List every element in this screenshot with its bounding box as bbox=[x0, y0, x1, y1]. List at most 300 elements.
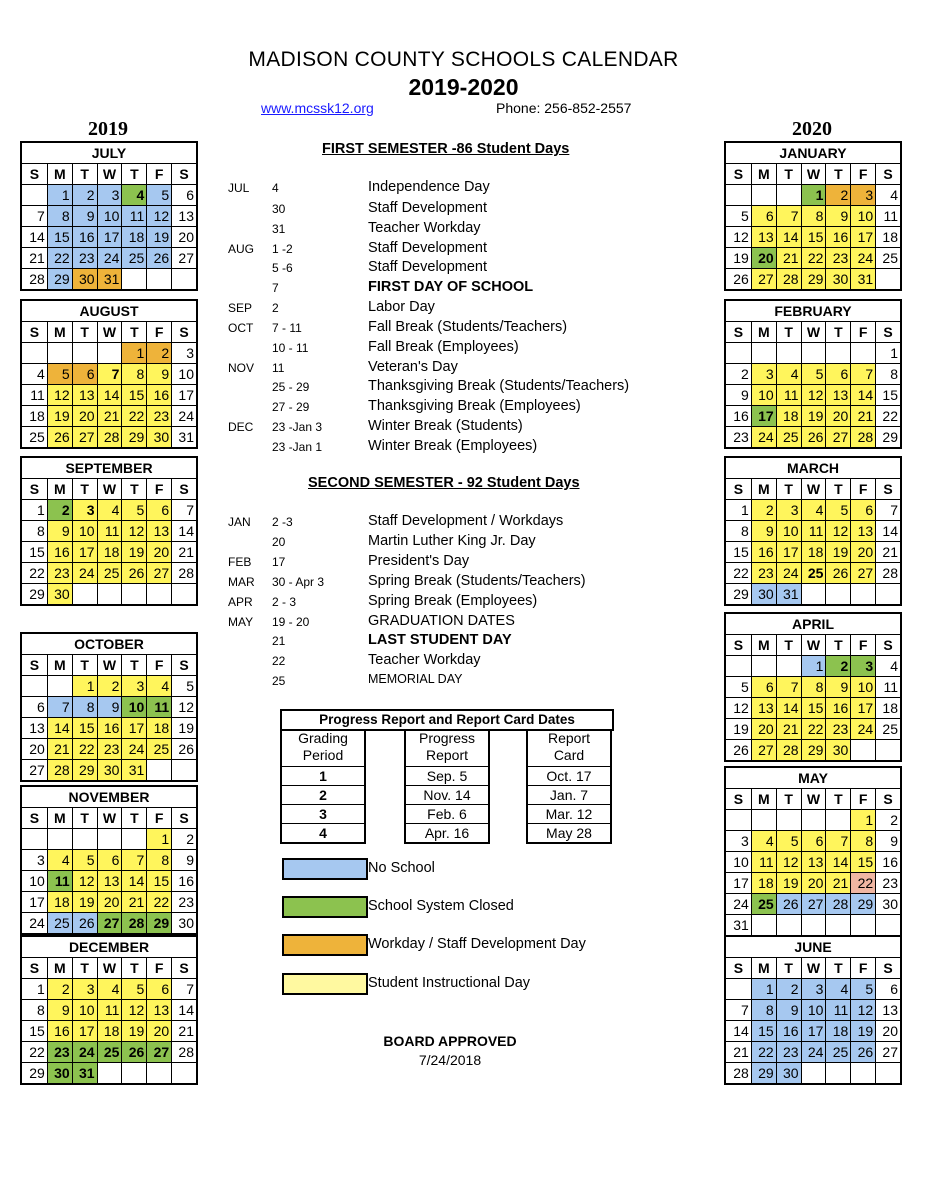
day-cell: 26 bbox=[733, 742, 749, 758]
day-cell: 23 bbox=[776, 1042, 801, 1062]
empty-day-cell bbox=[97, 829, 122, 849]
weekday-label: F bbox=[146, 322, 171, 342]
day-cell: 16 bbox=[825, 698, 850, 718]
event-row bbox=[228, 240, 608, 258]
day-cell: 15 bbox=[801, 227, 826, 247]
empty-day-cell bbox=[850, 740, 875, 760]
event-description: Labor Day bbox=[368, 299, 435, 315]
event-description: Spring Break (Employees) bbox=[368, 593, 538, 609]
weekday-header-row bbox=[726, 958, 900, 978]
day-cell: 14 bbox=[776, 227, 801, 247]
day-cell: 28 bbox=[776, 269, 801, 289]
day-cell: 6 bbox=[825, 364, 850, 384]
event-month: NOV bbox=[228, 361, 255, 375]
day-cell: 5 bbox=[825, 500, 850, 520]
day-cell: 4 bbox=[47, 850, 72, 870]
week-row bbox=[22, 363, 196, 384]
day-cell: 21 bbox=[97, 406, 122, 426]
day-cell: 21 bbox=[171, 1021, 196, 1041]
day-cell: 12 bbox=[146, 206, 171, 226]
day-cell: 24 bbox=[850, 248, 875, 268]
empty-day-cell bbox=[121, 584, 146, 604]
week-row bbox=[22, 541, 196, 562]
day-cell: 8 bbox=[121, 364, 146, 384]
day-cell: 28 bbox=[171, 563, 196, 583]
day-cell: 5 bbox=[850, 979, 875, 999]
event-description: Staff Development bbox=[368, 240, 488, 256]
day-cell: 6 bbox=[37, 699, 45, 715]
website-link[interactable]: www.mcssk12.org bbox=[261, 100, 374, 116]
day-cell: 22 bbox=[733, 565, 749, 581]
empty-day-cell bbox=[875, 584, 900, 604]
day-cell: 25 bbox=[801, 563, 826, 583]
day-cell: 2 bbox=[825, 656, 850, 676]
week-row bbox=[726, 247, 900, 268]
day-cell: 31 bbox=[776, 584, 801, 604]
day-cell: 10 bbox=[72, 1000, 97, 1020]
day-cell: 21 bbox=[733, 1044, 749, 1060]
day-cell: 28 bbox=[776, 740, 801, 760]
legend-label: School System Closed bbox=[368, 898, 514, 914]
day-cell: 10 bbox=[733, 854, 749, 870]
weekday-label: M bbox=[751, 789, 776, 809]
report-card-column bbox=[526, 729, 612, 844]
day-cell: 20 bbox=[146, 542, 171, 562]
event-month: DEC bbox=[228, 420, 254, 434]
day-cell: 17 bbox=[776, 542, 801, 562]
day-cell: 27 bbox=[801, 894, 826, 914]
day-cell: 12 bbox=[850, 1000, 875, 1020]
event-row bbox=[228, 339, 608, 357]
week-row bbox=[726, 184, 900, 205]
day-cell: 11 bbox=[751, 852, 776, 872]
weekday-label: S bbox=[171, 958, 196, 978]
event-description: Thanksgiving Break (Employees) bbox=[368, 398, 581, 414]
day-cell: 1 bbox=[47, 185, 72, 205]
month-calendar-september bbox=[20, 456, 198, 606]
weekday-label: F bbox=[146, 164, 171, 184]
day-cell: 13 bbox=[850, 521, 875, 541]
week-row bbox=[726, 405, 900, 426]
day-cell: 7 bbox=[776, 677, 801, 697]
day-cell: 9 bbox=[825, 677, 850, 697]
event-date: 17 bbox=[272, 555, 286, 569]
day-cell: 18 bbox=[751, 873, 776, 893]
week-row bbox=[726, 1041, 900, 1062]
month-calendar-june bbox=[724, 935, 902, 1085]
day-cell: 23 bbox=[72, 248, 97, 268]
day-cell: 6 bbox=[72, 364, 97, 384]
weekday-label: W bbox=[97, 655, 122, 675]
event-description: Staff Development bbox=[368, 259, 488, 275]
day-cell: 10 bbox=[801, 1000, 826, 1020]
weekday-label: T bbox=[825, 958, 850, 978]
week-row bbox=[22, 870, 196, 891]
day-cell: 12 bbox=[733, 700, 749, 716]
weekday-label: T bbox=[121, 164, 146, 184]
weekday-label: S bbox=[875, 322, 900, 342]
day-cell: 4 bbox=[751, 831, 776, 851]
week-row bbox=[22, 1041, 196, 1062]
day-cell: 11 bbox=[97, 1000, 122, 1020]
day-cell: 13 bbox=[751, 698, 776, 718]
weekday-label: F bbox=[850, 479, 875, 499]
day-cell: 10 bbox=[72, 521, 97, 541]
week-row bbox=[22, 759, 196, 780]
day-cell: 21 bbox=[121, 892, 146, 912]
week-row bbox=[726, 583, 900, 604]
day-cell: 5 bbox=[741, 208, 749, 224]
empty-day-cell bbox=[875, 269, 900, 289]
empty-day-cell bbox=[801, 915, 826, 935]
day-cell: 4 bbox=[146, 676, 171, 696]
weekday-header-row bbox=[22, 322, 196, 342]
day-cell: 16 bbox=[751, 542, 776, 562]
day-cell: 31 bbox=[72, 1063, 97, 1083]
day-cell: 20 bbox=[29, 741, 45, 757]
month-calendar-august bbox=[20, 299, 198, 449]
day-cell: 25 bbox=[751, 894, 776, 914]
day-cell: 10 bbox=[776, 521, 801, 541]
empty-day-cell bbox=[801, 810, 826, 830]
day-cell: 4 bbox=[875, 656, 900, 676]
event-date: 31 bbox=[272, 222, 286, 236]
day-cell: 27 bbox=[72, 427, 97, 447]
week-row bbox=[726, 426, 900, 447]
empty-day-cell bbox=[22, 343, 47, 363]
day-cell: 25 bbox=[97, 563, 122, 583]
week-row bbox=[22, 849, 196, 870]
day-cell: 25 bbox=[47, 913, 72, 933]
day-cell: 24 bbox=[72, 563, 97, 583]
day-cell: 14 bbox=[47, 718, 72, 738]
day-cell: 19 bbox=[733, 250, 749, 266]
day-cell: 9 bbox=[97, 697, 122, 717]
day-cell: 9 bbox=[751, 521, 776, 541]
week-row bbox=[726, 999, 900, 1020]
day-cell: 17 bbox=[751, 406, 776, 426]
day-cell: 19 bbox=[121, 542, 146, 562]
day-cell: 6 bbox=[875, 979, 900, 999]
day-cell: 7 bbox=[47, 697, 72, 717]
week-row bbox=[726, 830, 900, 851]
day-cell: 8 bbox=[146, 850, 171, 870]
day-cell: 6 bbox=[97, 850, 122, 870]
week-row bbox=[22, 184, 196, 205]
event-month: OCT bbox=[228, 321, 254, 335]
month-name: APRIL bbox=[726, 614, 900, 635]
event-date: 30 bbox=[272, 202, 286, 216]
day-cell: 24 bbox=[72, 1042, 97, 1062]
day-cell: 7 bbox=[825, 831, 850, 851]
day-cell: 6 bbox=[146, 979, 171, 999]
day-cell: 31 bbox=[97, 269, 122, 289]
day-cell: 5 bbox=[801, 364, 826, 384]
day-cell: 9 bbox=[741, 387, 749, 403]
progress-report-cell: Sep. 5 bbox=[426, 768, 468, 784]
weekday-label: M bbox=[47, 479, 72, 499]
weekday-label: M bbox=[47, 958, 72, 978]
day-cell: 3 bbox=[97, 185, 122, 205]
month-name: OCTOBER bbox=[22, 634, 196, 655]
day-cell: 13 bbox=[171, 206, 196, 226]
weekday-header-row bbox=[726, 789, 900, 809]
event-description: MEMORIAL DAY bbox=[368, 672, 463, 686]
day-cell: 19 bbox=[801, 406, 826, 426]
event-month: AUG bbox=[228, 242, 255, 256]
event-date: 25 - 29 bbox=[272, 380, 310, 394]
weekday-label: S bbox=[29, 166, 40, 182]
weekday-label: T bbox=[72, 164, 97, 184]
day-cell: 20 bbox=[751, 719, 776, 739]
weekday-label: T bbox=[72, 808, 97, 828]
day-cell: 15 bbox=[875, 385, 900, 405]
day-cell: 28 bbox=[733, 1065, 749, 1081]
week-row bbox=[22, 226, 196, 247]
week-row bbox=[726, 718, 900, 739]
day-cell: 10 bbox=[121, 697, 146, 717]
week-row bbox=[22, 891, 196, 912]
day-cell: 12 bbox=[72, 871, 97, 891]
day-cell: 29 bbox=[801, 269, 826, 289]
week-row bbox=[22, 583, 196, 604]
day-cell: 4 bbox=[801, 500, 826, 520]
day-cell: 30 bbox=[776, 1063, 801, 1083]
event-description: President's Day bbox=[368, 553, 470, 569]
week-row bbox=[22, 247, 196, 268]
day-cell: 18 bbox=[97, 542, 122, 562]
day-cell: 9 bbox=[47, 1000, 72, 1020]
event-description: FIRST DAY OF SCHOOL bbox=[368, 279, 534, 295]
weekday-label: F bbox=[146, 808, 171, 828]
empty-day-cell bbox=[825, 1063, 850, 1083]
day-cell: 26 bbox=[733, 271, 749, 287]
grading-period-cell: 3 bbox=[282, 804, 364, 823]
day-cell: 16 bbox=[171, 871, 196, 891]
weekday-label: T bbox=[825, 789, 850, 809]
day-cell: 2 bbox=[751, 500, 776, 520]
event-date: 23 -Jan 3 bbox=[272, 420, 323, 434]
day-cell: 27 bbox=[146, 1042, 171, 1062]
day-cell: 17 bbox=[171, 385, 196, 405]
day-cell: 6 bbox=[146, 500, 171, 520]
empty-day-cell bbox=[121, 829, 146, 849]
day-cell: 9 bbox=[72, 206, 97, 226]
weekday-label: T bbox=[121, 479, 146, 499]
empty-day-cell bbox=[171, 269, 196, 289]
day-cell: 9 bbox=[171, 850, 196, 870]
day-cell: 31 bbox=[121, 760, 146, 780]
day-cell: 1 bbox=[875, 343, 900, 363]
day-cell: 1 bbox=[801, 185, 826, 205]
week-row bbox=[22, 999, 196, 1020]
day-cell: 12 bbox=[733, 229, 749, 245]
report-card-cell: Jan. 7 bbox=[528, 785, 610, 804]
week-row bbox=[22, 1020, 196, 1041]
day-cell: 18 bbox=[875, 227, 900, 247]
empty-day-cell bbox=[751, 810, 776, 830]
day-cell: 12 bbox=[825, 521, 850, 541]
day-cell: 20 bbox=[72, 406, 97, 426]
weekday-label: F bbox=[146, 958, 171, 978]
weekday-label: S bbox=[29, 960, 40, 976]
day-cell: 26 bbox=[121, 563, 146, 583]
week-row bbox=[726, 872, 900, 893]
school-year: 2019-2020 bbox=[408, 74, 519, 100]
week-row bbox=[726, 676, 900, 697]
day-cell: 9 bbox=[47, 521, 72, 541]
weekday-label: W bbox=[801, 322, 826, 342]
day-cell: 27 bbox=[29, 762, 45, 778]
empty-day-cell bbox=[776, 343, 801, 363]
progress-report-header: Progress Report bbox=[406, 729, 488, 767]
day-cell: 14 bbox=[171, 521, 196, 541]
weekday-label: W bbox=[97, 479, 122, 499]
day-cell: 25 bbox=[121, 248, 146, 268]
day-cell: 13 bbox=[801, 852, 826, 872]
day-cell: 28 bbox=[825, 894, 850, 914]
weekday-label: S bbox=[875, 479, 900, 499]
day-cell: 23 bbox=[751, 563, 776, 583]
weekday-label: T bbox=[121, 958, 146, 978]
day-cell: 2 bbox=[97, 676, 122, 696]
day-cell: 7 bbox=[97, 364, 122, 384]
event-month: MAY bbox=[228, 615, 254, 629]
day-cell: 6 bbox=[850, 500, 875, 520]
weekday-header-row bbox=[726, 635, 900, 655]
day-cell: 11 bbox=[97, 521, 122, 541]
year-2020-label: 2020 bbox=[792, 118, 832, 140]
report-dates-title: Progress Report and Report Card Dates bbox=[280, 709, 614, 731]
day-cell: 2 bbox=[47, 979, 72, 999]
day-cell: 7 bbox=[121, 850, 146, 870]
day-cell: 16 bbox=[146, 385, 171, 405]
day-cell: 11 bbox=[875, 677, 900, 697]
week-row bbox=[726, 809, 900, 830]
day-cell: 14 bbox=[875, 521, 900, 541]
event-description: Spring Break (Students/Teachers) bbox=[368, 573, 586, 589]
day-cell: 3 bbox=[72, 500, 97, 520]
day-cell: 30 bbox=[146, 427, 171, 447]
day-cell: 3 bbox=[72, 979, 97, 999]
event-description: Staff Development / Workdays bbox=[368, 513, 564, 529]
event-date: 2 - 3 bbox=[272, 595, 297, 609]
event-date: 5 -6 bbox=[272, 261, 293, 275]
weekday-label: T bbox=[776, 479, 801, 499]
day-cell: 22 bbox=[72, 739, 97, 759]
event-date: 22 bbox=[272, 654, 286, 668]
event-description: Winter Break (Employees) bbox=[368, 438, 538, 454]
weekday-label: W bbox=[97, 322, 122, 342]
day-cell: 17 bbox=[121, 718, 146, 738]
day-cell: 28 bbox=[875, 563, 900, 583]
month-calendar-february bbox=[724, 299, 902, 449]
day-cell: 15 bbox=[72, 718, 97, 738]
day-cell: 28 bbox=[29, 271, 45, 287]
day-cell: 28 bbox=[171, 1042, 196, 1062]
day-cell: 7 bbox=[850, 364, 875, 384]
event-row bbox=[228, 378, 630, 396]
day-cell: 1 bbox=[72, 676, 97, 696]
day-cell: 31 bbox=[850, 269, 875, 289]
empty-day-cell bbox=[726, 979, 751, 999]
weekday-label: T bbox=[72, 958, 97, 978]
day-cell: 22 bbox=[47, 248, 72, 268]
week-row bbox=[22, 717, 196, 738]
event-month: SEP bbox=[228, 301, 253, 315]
month-name: NOVEMBER bbox=[22, 787, 196, 808]
day-cell: 8 bbox=[801, 677, 826, 697]
legend-label: Student Instructional Day bbox=[368, 975, 531, 991]
event-description: Fall Break (Students/Teachers) bbox=[368, 319, 568, 335]
day-cell: 25 bbox=[146, 739, 171, 759]
day-cell: 29 bbox=[29, 1065, 45, 1081]
week-row bbox=[726, 851, 900, 872]
day-cell: 18 bbox=[47, 892, 72, 912]
day-cell: 17 bbox=[801, 1021, 826, 1041]
event-row bbox=[228, 573, 608, 591]
day-cell: 17 bbox=[72, 1021, 97, 1041]
day-cell: 29 bbox=[29, 586, 45, 602]
week-row bbox=[726, 363, 900, 384]
day-cell: 7 bbox=[37, 208, 45, 224]
week-row bbox=[22, 268, 196, 289]
day-cell: 28 bbox=[97, 427, 122, 447]
day-cell: 6 bbox=[751, 677, 776, 697]
report-dates-table bbox=[280, 709, 614, 841]
empty-day-cell bbox=[751, 343, 776, 363]
event-row bbox=[228, 359, 608, 377]
empty-day-cell bbox=[47, 343, 72, 363]
empty-day-cell bbox=[72, 829, 97, 849]
week-row bbox=[726, 739, 900, 760]
week-row bbox=[726, 697, 900, 718]
weekday-label: W bbox=[97, 164, 122, 184]
empty-day-cell bbox=[850, 915, 875, 935]
day-cell: 16 bbox=[47, 542, 72, 562]
day-cell: 31 bbox=[733, 917, 749, 933]
empty-day-cell bbox=[875, 740, 900, 760]
day-cell: 22 bbox=[875, 406, 900, 426]
day-cell: 12 bbox=[121, 521, 146, 541]
day-cell: 8 bbox=[850, 831, 875, 851]
event-description: LAST STUDENT DAY bbox=[368, 632, 512, 648]
event-description: GRADUATION DATES bbox=[368, 613, 515, 629]
day-cell: 12 bbox=[171, 697, 196, 717]
day-cell: 15 bbox=[801, 698, 826, 718]
day-cell: 2 bbox=[741, 366, 749, 382]
day-cell: 10 bbox=[97, 206, 122, 226]
day-cell: 8 bbox=[875, 364, 900, 384]
day-cell: 14 bbox=[733, 1023, 749, 1039]
board-approved-date: 7/24/2018 bbox=[418, 1052, 482, 1068]
week-row bbox=[22, 205, 196, 226]
weekday-label: S bbox=[875, 789, 900, 809]
day-cell: 8 bbox=[741, 523, 749, 539]
day-cell: 27 bbox=[751, 269, 776, 289]
month-calendar-december bbox=[20, 935, 198, 1085]
day-cell: 26 bbox=[850, 1042, 875, 1062]
day-cell: 4 bbox=[97, 500, 122, 520]
day-cell: 15 bbox=[121, 385, 146, 405]
weekday-label: F bbox=[850, 164, 875, 184]
week-row bbox=[726, 268, 900, 289]
day-cell: 8 bbox=[37, 1002, 45, 1018]
day-cell: 7 bbox=[171, 979, 196, 999]
day-cell: 29 bbox=[121, 427, 146, 447]
legend-swatch bbox=[282, 934, 368, 956]
event-row bbox=[228, 613, 608, 631]
